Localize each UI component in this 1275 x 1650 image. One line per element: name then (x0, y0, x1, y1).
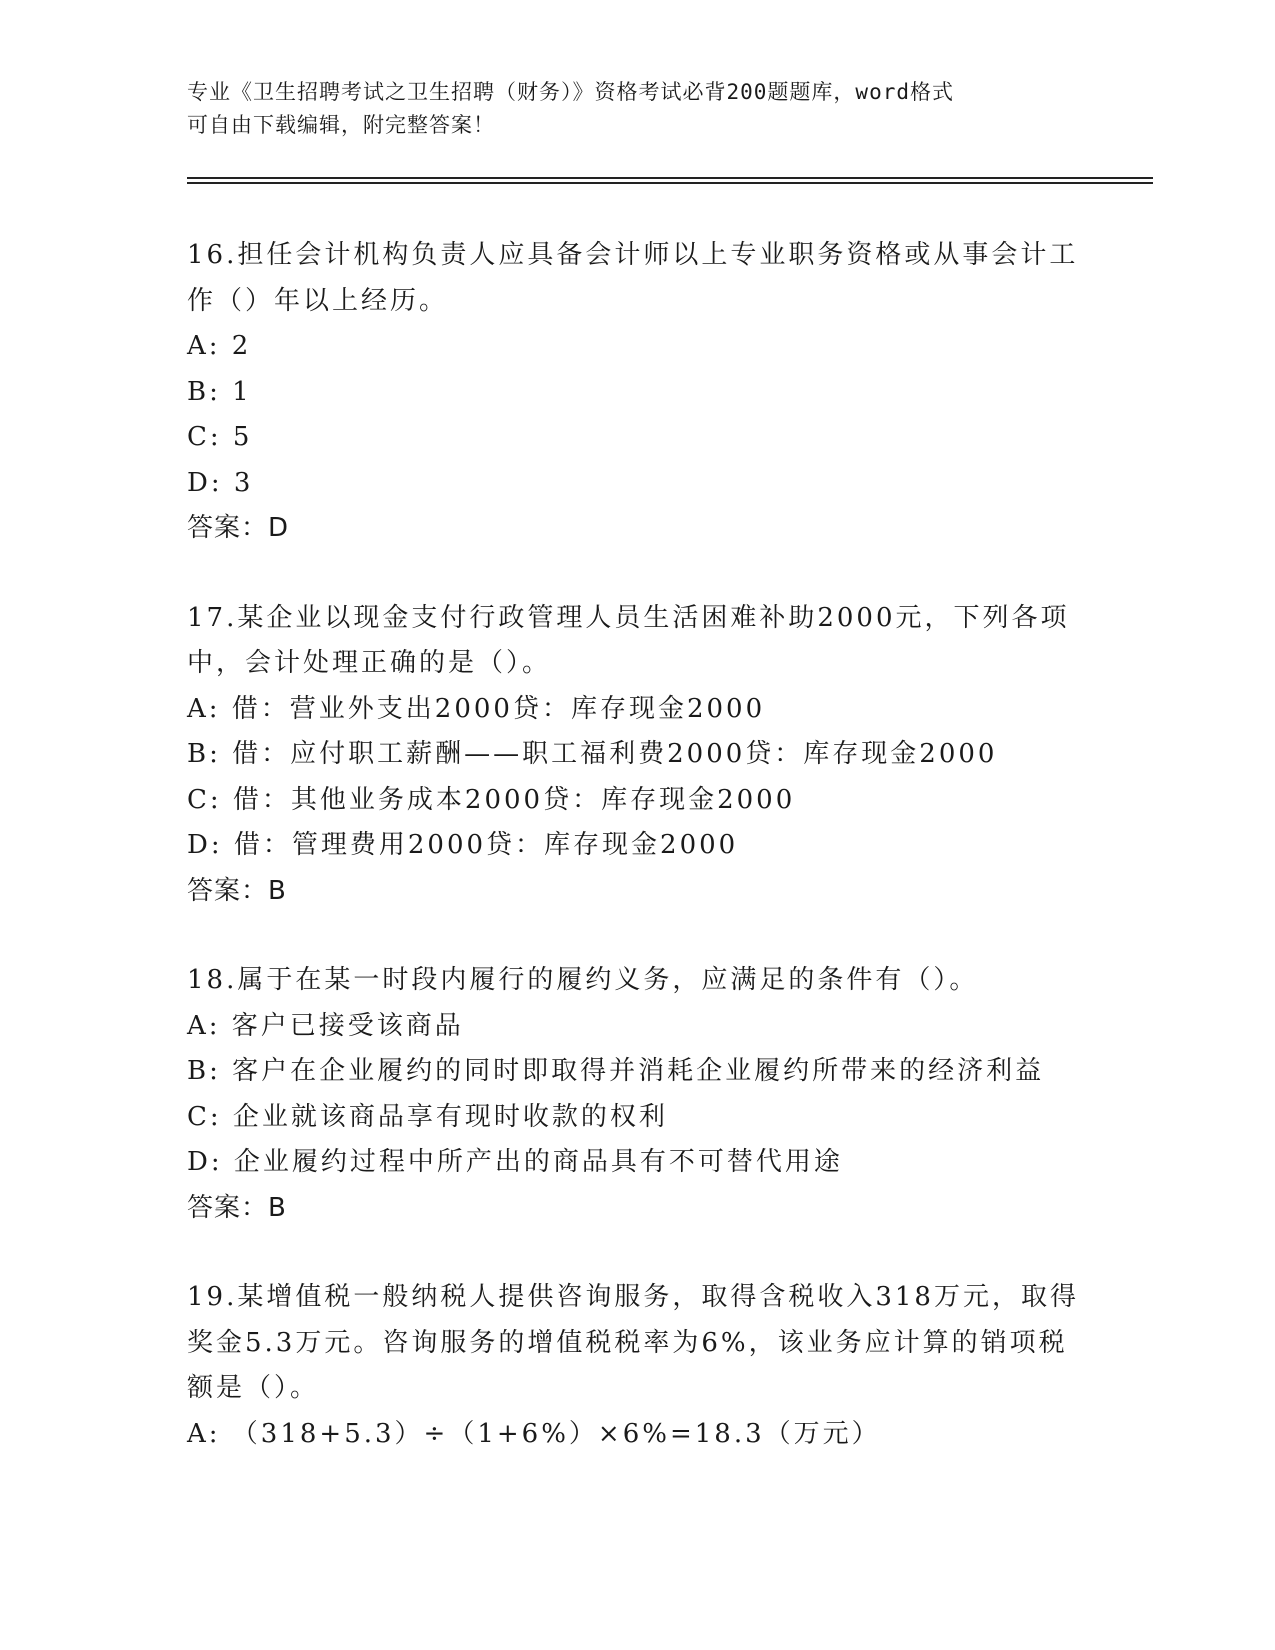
option-c: C: 借：其他业务成本2000贷：库存现金2000 (187, 784, 796, 815)
option-a: A: 2 (187, 331, 252, 361)
document-header (187, 76, 1067, 142)
question-text-line: 16.担任会计机构负责人应具备会计师以上专业职务资格或从事会计工 (187, 240, 1079, 270)
question-list (187, 233, 1087, 1501)
option-b: B: 1 (187, 376, 252, 407)
question-text-line: 额是（）。 (187, 1373, 320, 1403)
option-d: D: 借：管理费用2000贷：库存现金2000 (187, 830, 739, 860)
option-b: B: 借：应付职工薪酬——职工福利费2000贷：库存现金2000 (187, 739, 998, 769)
header-line-2: 可自由下载编辑，附完整答案！ (187, 113, 495, 137)
question-19 (187, 1275, 1087, 1457)
question-text-line: 19.某增值税一般纳税人提供咨询服务，取得含税收入318万元，取得 (187, 1282, 1079, 1312)
question-17 (187, 596, 1087, 915)
option-c: C: 5 (187, 422, 253, 452)
header-divider-top (187, 177, 1153, 179)
option-c: C: 企业就该商品享有现时收款的权利 (187, 1101, 668, 1132)
question-text-line: 作（）年以上经历。 (187, 285, 449, 316)
option-b: B: 客户在企业履约的同时即取得并消耗企业履约所带来的经济利益 (187, 1056, 1045, 1086)
option-a: A: 客户已接受该商品 (187, 1010, 464, 1041)
option-d: D: 3 (187, 467, 254, 498)
answer-line: 答案：B (187, 875, 287, 906)
question-text-line: 奖金5.3万元。咨询服务的增值税税率为6%，该业务应计算的销项税 (187, 1327, 1068, 1358)
answer-line: 答案：D (187, 513, 290, 543)
option-a: A: 借：营业外支出2000贷：库存现金2000 (187, 693, 766, 724)
question-16 (187, 233, 1087, 552)
header-divider-bottom (187, 182, 1153, 184)
option-d: D: 企业履约过程中所产出的商品具有不可替代用途 (187, 1147, 843, 1177)
question-text-line: 中，会计处理正确的是（）。 (187, 648, 552, 678)
question-text-line: 17.某企业以现金支付行政管理人员生活困难补助2000元，下列各项 (187, 602, 1070, 633)
question-18 (187, 958, 1087, 1231)
header-line-1: 专业《卫生招聘考试之卫生招聘（财务）》资格考试必背200题题库，word格式 (187, 80, 954, 104)
option-a: A: （318+5.3）÷（1+6%）×6%=18.3（万元） (187, 1418, 881, 1449)
question-text-line: 18.属于在某一时段内履行的履约义务，应满足的条件有（）。 (187, 965, 979, 995)
answer-line: 答案：B (187, 1192, 287, 1223)
